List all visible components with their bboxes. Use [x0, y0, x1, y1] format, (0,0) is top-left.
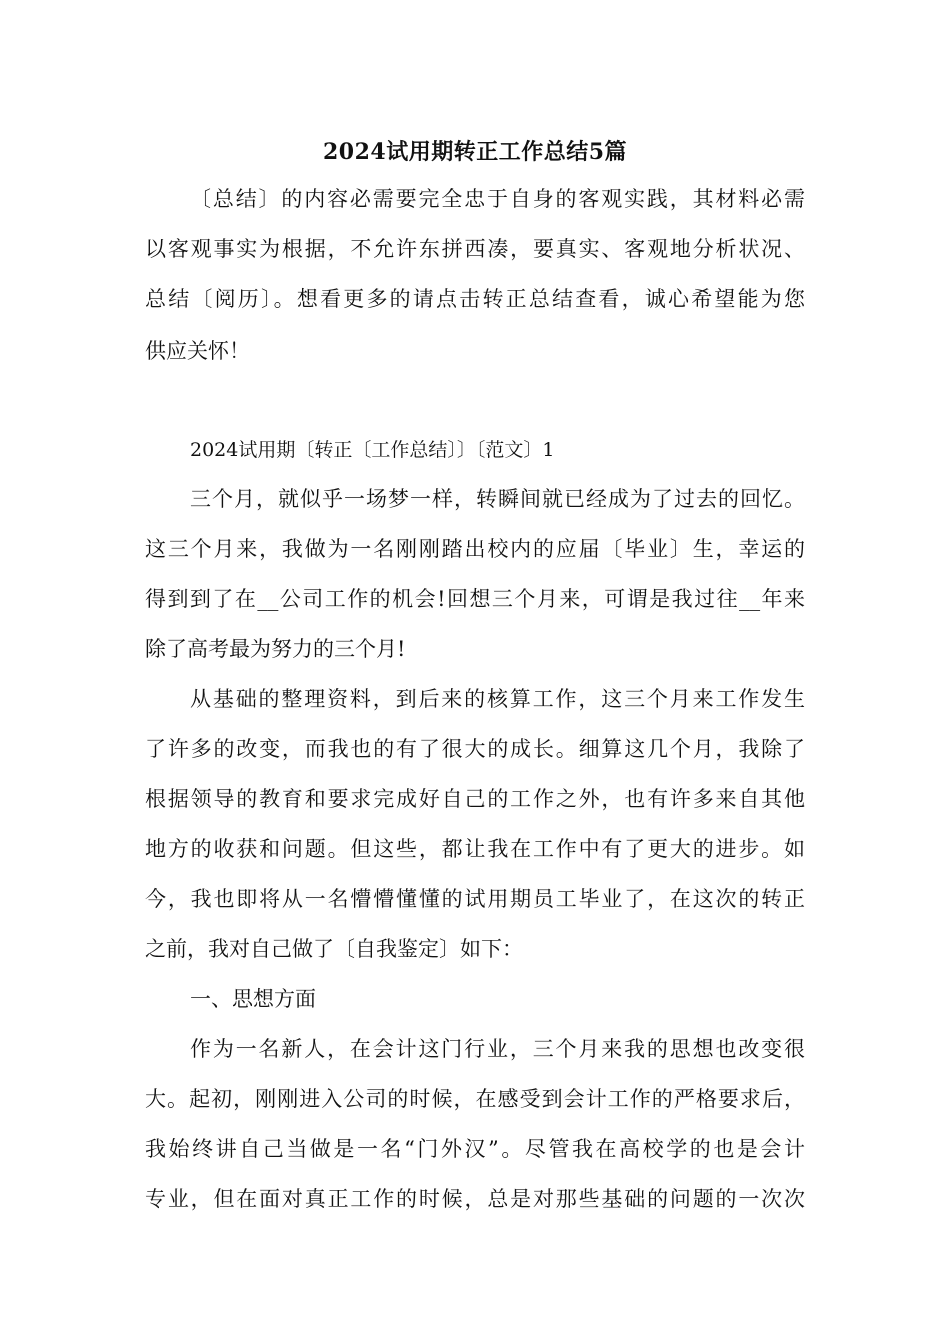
- paragraph-line: 大。起初，刚刚进入公司的时候，在感受到会计工作的严格要求后，: [145, 1087, 805, 1111]
- paragraph-line: 了许多的改变，而我也的有了很大的成长。细算这几个月，我除了: [145, 737, 805, 761]
- document-title: 2024试用期转正工作总结5篇: [322, 139, 628, 165]
- paragraph-line: 我始终讲自己当做是一名“门外汉”。尽管我在高校学的也是会计: [145, 1137, 805, 1161]
- intro-line: 供应关怀！: [145, 339, 250, 363]
- paragraph-line: 作为一名新人，在会计这门行业，三个月来我的思想也改变很: [190, 1037, 805, 1061]
- paragraph-line: 根据领导的教育和要求完成好自己的工作之外，也有许多来自其他: [145, 787, 805, 811]
- subheading: 一、思想方面: [190, 987, 316, 1011]
- paragraph-line: 三个月，就似乎一场梦一样，转瞬间就已经成为了过去的回忆。: [190, 487, 805, 511]
- paragraph-line: 之前，我对自己做了〔自我鉴定〕如下：: [145, 937, 523, 961]
- paragraph-line: 专业，但在面对真正工作的时候，总是对那些基础的问题的一次次: [145, 1187, 805, 1211]
- paragraph-line: 这三个月来，我做为一名刚刚踏出校内的应届〔毕业〕生，幸运的: [145, 537, 805, 561]
- intro-line: 总结〔阅历〕。想看更多的请点击转正总结查看，诚心希望能为您: [145, 287, 805, 311]
- section-heading: 2024试用期〔转正〔工作总结〕〕〔范文〕1: [190, 439, 555, 461]
- paragraph-line: 从基础的整理资料，到后来的核算工作，这三个月来工作发生: [190, 687, 805, 711]
- paragraph-line: 得到到了在__公司工作的机会!回想三个月来，可谓是我过往__年来: [145, 587, 805, 611]
- paragraph-line: 地方的收获和问题。但这些，都让我在工作中有了更大的进步。如: [145, 837, 805, 861]
- paragraph-line: 除了高考最为努力的三个月!: [145, 637, 406, 661]
- intro-line: 〔总结〕的内容必需要完全忠于自身的客观实践，其材料必需: [190, 187, 805, 211]
- intro-line: 以客观事实为根据，不允许东拼西凑，要真实、客观地分析状况、: [145, 237, 805, 261]
- paragraph-line: 今，我也即将从一名懵懵懂懂的试用期员工毕业了，在这次的转正: [145, 887, 805, 911]
